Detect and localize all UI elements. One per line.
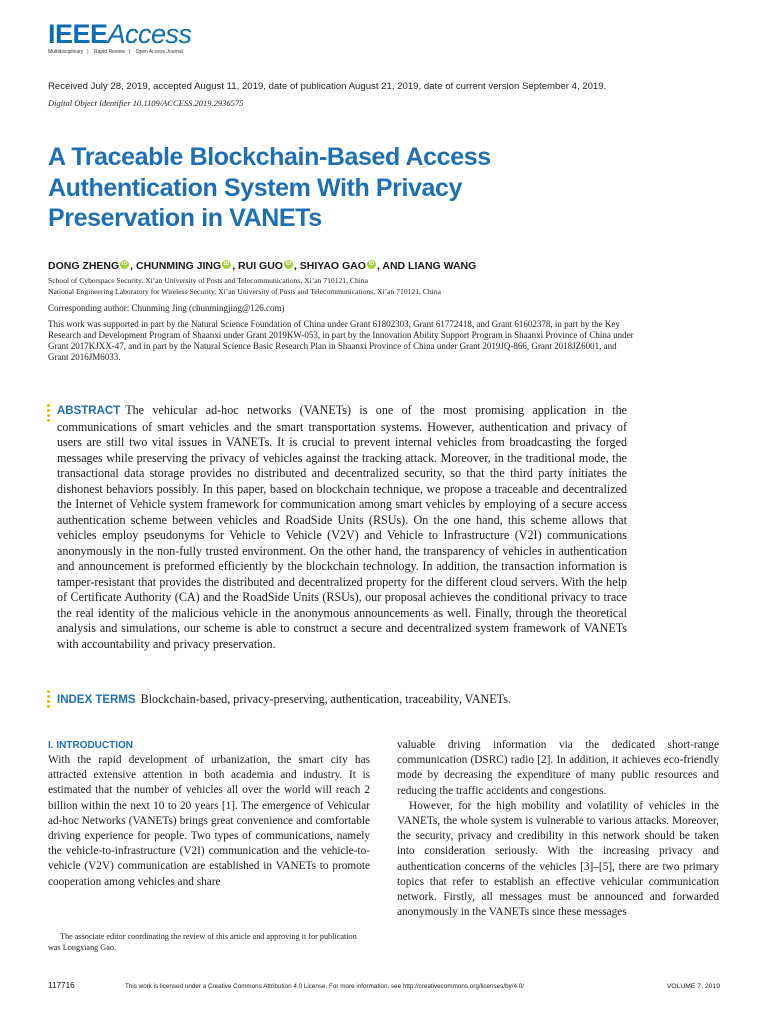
orcid-icon[interactable]: iD [121, 261, 128, 267]
abstract-text: The vehicular ad-hoc networks (VANETs) is one of the most promising application in the communications of smart vehicles and the smart transportation systems. However, authentication and privacy of users are still two vital issues in VANETs. It is crucial to prevent internal vehicles from broadcasting the forged messages while preserving the privacy of vehicles against the tracking attack. Moreover, in the traditional mode, the transactional data storage provides no distributed and decentralized security, so that the third party initiates the dishonest behaviors possibly. In this paper, based on blockchain technique, we propose a traceable and decentralized the Internet of Vehicle system framework for communication among smart vehicles by employing of a secure access authentication scheme between vehicles and RoadSide Units (RSUs). On the one hand, this scheme allows that vehicles employ pseudonyms for Vehicle to Vehicle (V2V) and Vehicle to Infrastructure (V2I) communications anonymously in the non-fully trusted environment. On the other hand, the transparency of vehicles in authentication and announcement is preformed efficiently by the blockchain technology. In addition, the transaction information is tamper-resistant that provides the distributed and decentralized property for the different cloud servers. With the help of Certificate Authority (CA) and the RoadSide Units (RSUs), our proposal achieves the conditional privacy to trace the real identity of the malicious vehicle in the anonymous announcements as well. Finally, through the theoretical analysis and simulations, our scheme is able to construct a secure and decentralized system framework of VANETs with accountability and privacy preservation. [57, 403, 627, 651]
journal-tagline [48, 49, 192, 55]
received-dates: Received July 28, 2019, accepted August 11, 2019, date of publication August 21, 2019, date of current version September 4, 2019. [48, 81, 607, 92]
orcid-icon[interactable]: iD [285, 261, 292, 267]
paper-title: A Traceable Blockchain-Based Access Authentication System With Privacy Preservation in VANETs [48, 143, 491, 232]
affiliation: National Engineering Laboratory for Wireless Security, Xi’an University of Posts and Telecommunications, Xi’an 710121, China [48, 287, 441, 296]
author-name: DONG ZHENG [48, 260, 120, 272]
abstract-label: ABSTRACT [57, 405, 121, 417]
journal-logo [48, 20, 192, 55]
index-terms-label: INDEX TERMS [57, 694, 136, 706]
body-paragraph: However, for the high mobility and volatility of vehicles in the VANETs, the whole system is vulnerable to various attacks. Moreover, the security, privacy and credibility in this network should be taken into consideration seriously. With the increasing privacy and authentication concerns of the vehicles [3]–[5], there are two primary topics that refer to establish an effective vehicular communication network. Firstly, all messages must be announced and forwarded anonymously in the VANETs since these messages [397, 799, 719, 919]
footnote: The associate editor coordinating the review of this article and approving it for publication was Longxiang Gao. [48, 932, 357, 952]
orcid-icon[interactable]: iD [223, 261, 230, 267]
section-marker-icon [47, 690, 51, 710]
page-number: 117716 [48, 981, 75, 990]
volume-label: VOLUME 7, 2019 [666, 983, 720, 990]
license-notice: This work is licensed under a Creative Commons Attribution 4.0 License. For more information, see http://creativecommons.org/licenses/by/4.0/ [125, 983, 524, 990]
index-terms-text: Blockchain-based, privacy-preserving, authentication, traceability, VANETs. [140, 692, 511, 706]
tagline-separator: | [128, 49, 131, 55]
abstract [57, 403, 627, 652]
doi-line: Digital Object Identifier 10.1109/ACCESS.2019.2936575 [48, 98, 244, 108]
index-terms [57, 692, 657, 708]
brand-italic: Access [107, 19, 192, 49]
brand-bold: IEEE [48, 19, 108, 49]
funding-statement: This work was supported in part by the Natural Science Foundation of China under Grant 61802303, Grant 61772418, and Grant 61602378, in part by the Key Research and Development Program of Shaanxi under Grant 2019KW-053, in part by the Innovation Ability Support Program in Shaanxi Province of China under Grant 2017KJXX-47, and in part by the Natural Science Basic Research Plan in Shaanxi Province of China under Grant 2019JQ-866, Grant 2018JZ6001, and Grant 2016JM6033. [48, 319, 634, 362]
tagline-item: Multidisciplinary [48, 49, 84, 55]
corresponding-author: Corresponding author: Chunming Jing (chunmingjing@126.com) [48, 303, 285, 313]
author-separator: , [232, 260, 239, 272]
right-column [397, 738, 719, 920]
left-column [48, 738, 370, 890]
author-name: SHIYAO GAO [299, 260, 366, 272]
author-name: CHUNMING JING [136, 260, 222, 272]
affiliation: School of Cyberspace Security, Xi’an University of Posts and Telecommunications, Xi’an 710121, China [48, 276, 369, 285]
orcid-icon[interactable]: iD [368, 261, 375, 267]
author-list [48, 260, 728, 272]
author-name: RUI GUO [238, 260, 283, 272]
tagline-item: Open Access Journal [135, 49, 183, 55]
author-separator: , [293, 260, 300, 272]
author-name: AND LIANG WANG [382, 260, 477, 272]
section-heading: I. INTRODUCTION [48, 740, 133, 751]
body-paragraph: With the rapid development of urbanization, the smart city has attracted extensive attention in both academia and industry. It is estimated that the number of vehicles all over the world will reach 2 billion within the next 10 to 20 years [1]. The emergence of Vehicular ad-hoc Networks (VANETs) brings great convenience and comfortable driving experience for people. Two types of communications, namely the vehicle-to-infrastructure (V2I) communication and the vehicle-to-vehicle (V2V) communication are established in VANETs to promote cooperation among vehicles and share [48, 754, 370, 888]
section-marker-icon [47, 404, 51, 424]
body-paragraph: valuable driving information via the dedicated short-range communication (DSRC) radio [2]. In addition, it achieves eco-friendly mode by decreasing the expenditure of many public resources and reducing the traffic accidents and congestions. [397, 739, 719, 797]
journal-brand [48, 20, 192, 48]
tagline-separator: | [87, 49, 89, 55]
tagline-item: Rapid Review [94, 49, 125, 55]
author-separator: , [130, 260, 137, 272]
author-separator: , [376, 260, 383, 272]
